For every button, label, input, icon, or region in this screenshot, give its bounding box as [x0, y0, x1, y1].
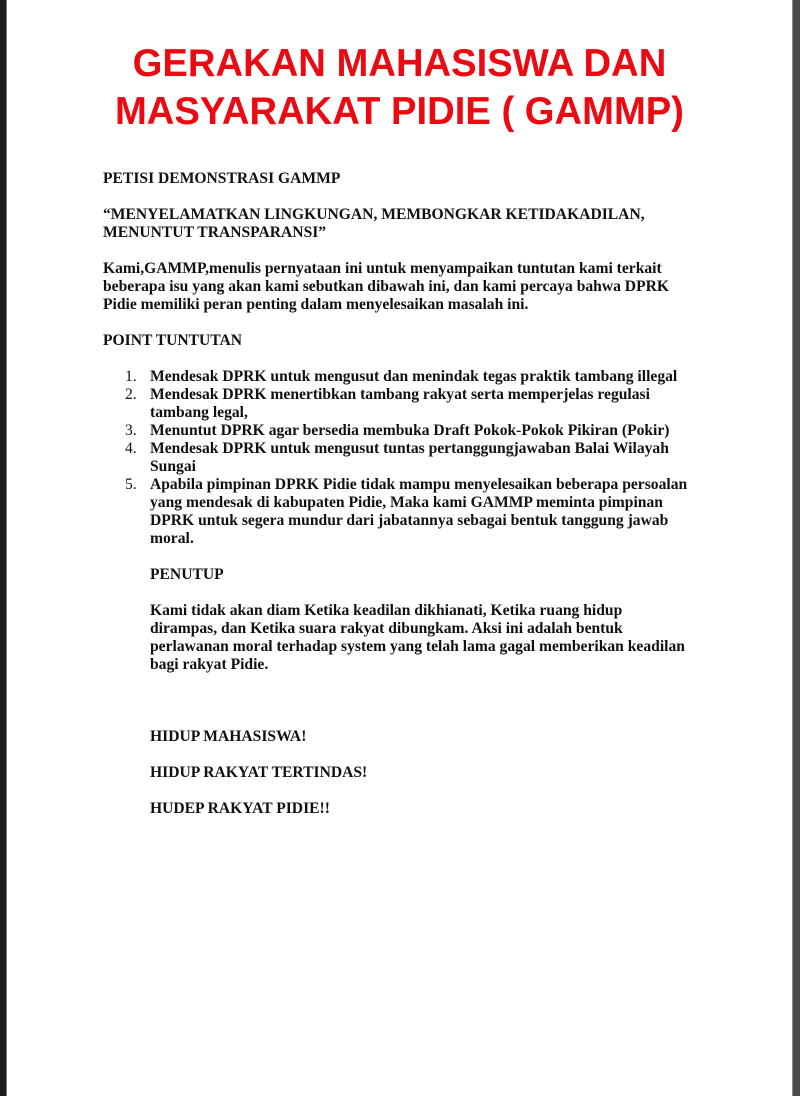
demand-item	[103, 440, 703, 476]
demand-item	[103, 386, 703, 422]
demand-line: Apabila pimpinan DPRK Pidie tidak mampu menyelesaikan beberapa persoalan	[150, 476, 688, 493]
demand-number: 1.	[125, 368, 137, 385]
demand-line: yang mendesak di kabupaten Pidie, Maka kami GAMMP meminta pimpinan	[150, 494, 663, 511]
closing-heading: PENUTUP	[150, 566, 224, 583]
demand-line: moral.	[150, 530, 194, 547]
closing-line: perlawanan moral terhadap system yang telah lama gagal memberikan keadilan	[150, 638, 685, 655]
slogan-line: HUDEP RAKYAT PIDIE!!	[150, 800, 330, 817]
points-heading: POINT TUNTUTAN	[103, 332, 243, 349]
demand-number: 5.	[125, 476, 137, 493]
demand-line: tambang legal,	[150, 404, 248, 421]
closing-line: dirampas, dan Ketika suara rakyat dibungkam. Aksi ini adalah bentuk	[150, 620, 623, 637]
closing-section	[103, 566, 703, 674]
slogan-line: HIDUP RAKYAT TERTINDAS!	[150, 764, 368, 781]
demand-line: Mendesak DPRK untuk mengusut tuntas pertanggungjawaban Balai Wilayah	[150, 440, 669, 457]
petition-slogan-quote	[103, 206, 703, 242]
demand-item	[103, 368, 703, 386]
petition-heading: PETISI DEMONSTRASI GAMMP	[103, 170, 341, 187]
intro-line: Pidie memiliki peran penting dalam menyelesaikan masalah ini.	[103, 296, 529, 313]
intro-paragraph	[103, 260, 703, 314]
viewer-frame-left	[0, 0, 7, 1096]
slogans	[103, 728, 703, 818]
slogan-line: HIDUP MAHASISWA!	[150, 728, 307, 745]
document-body	[103, 170, 703, 836]
quote-line: “MENYELAMATKAN LINGKUNGAN, MEMBONGKAR KETIDAKADILAN,	[103, 206, 645, 223]
quote-line: MENUNTUT TRANSPARANSI”	[103, 224, 327, 241]
demand-line: Mendesak DPRK untuk mengusut dan menindak tegas praktik tambang illegal	[150, 368, 678, 385]
demand-line: Menuntut DPRK agar bersedia membuka Draft Pokok-Pokok Pikiran (Pokir)	[150, 422, 670, 439]
document-page	[7, 0, 792, 1096]
demands-list	[103, 368, 703, 548]
demand-number: 2.	[125, 386, 137, 403]
demand-item	[103, 422, 703, 440]
demand-line: Sungai	[150, 458, 196, 475]
demand-line: Mendesak DPRK menertibkan tambang rakyat serta memperjelas regulasi	[150, 386, 650, 403]
closing-paragraph	[150, 602, 703, 674]
closing-line: bagi rakyat Pidie.	[150, 656, 269, 673]
demand-line: DPRK untuk segera mundur dari jabatannya sebagai bentuk tanggung jawab	[150, 512, 669, 529]
closing-line: Kami tidak akan diam Ketika keadilan dikhianati, Ketika ruang hidup	[150, 602, 623, 619]
document-title	[15, 40, 784, 136]
intro-line: Kami,GAMMP,menulis pernyataan ini untuk menyampaikan tuntutan kami terkait	[103, 260, 662, 277]
demand-number: 3.	[125, 422, 137, 439]
viewer-frame-right	[792, 0, 800, 1096]
demand-item	[103, 476, 703, 548]
title-line-1: GERAKAN MAHASISWA DAN	[132, 42, 667, 85]
demand-number: 4.	[125, 440, 137, 457]
title-line-2: MASYARAKAT PIDIE ( GAMMP)	[114, 90, 685, 133]
intro-line: beberapa isu yang akan kami sebutkan dibawah ini, dan kami percaya bahwa DPRK	[103, 278, 669, 295]
